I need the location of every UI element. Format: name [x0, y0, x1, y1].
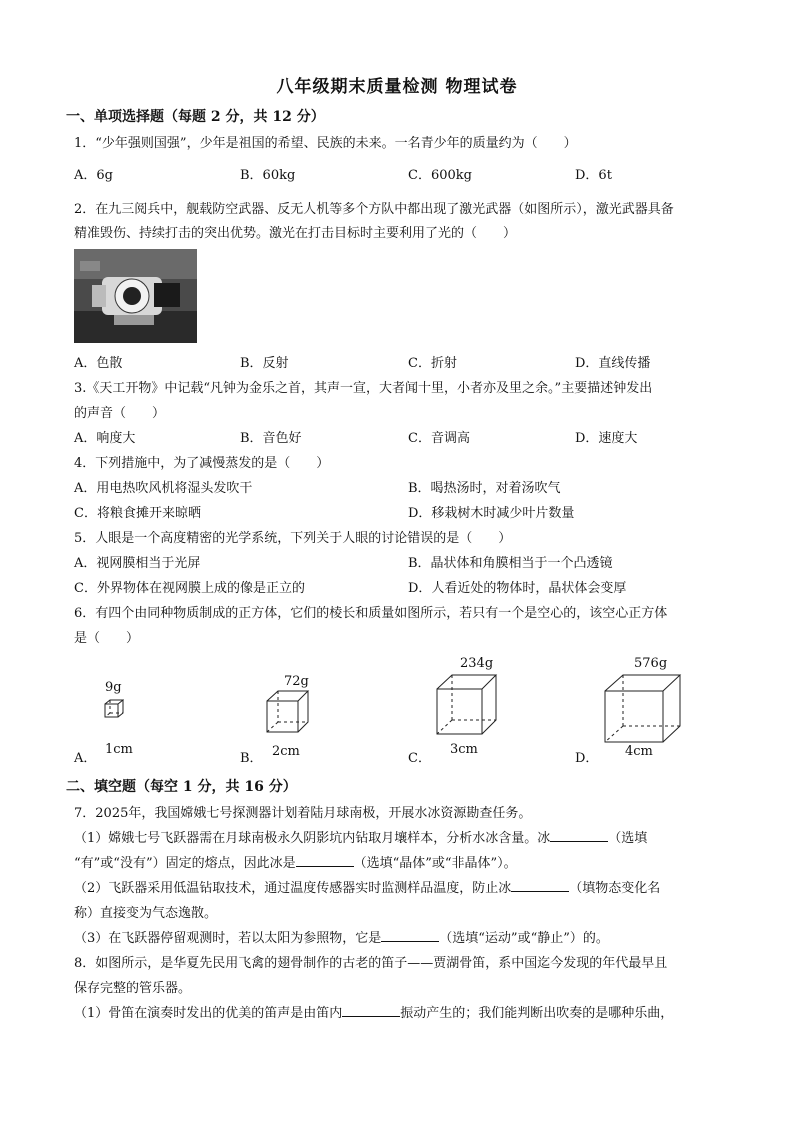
q7-part1-text-a: （1）嫦娥七号飞跃器需在月球南极永久阴影坑内钻取月壤样本，分析水冰含量。冰	[74, 831, 551, 846]
q2-stem-line2: 精准毁伤、持续打击的突出优势。激光在打击目标时主要利用了光的（ ）	[74, 226, 517, 241]
cube-d-figure	[604, 674, 682, 744]
q3-option-d: D．速度大	[575, 431, 638, 446]
cube-b-letter: B．	[240, 751, 263, 766]
q7-stem: 7．2025年，我国嫦娥七号探测器计划着陆月球南极，开展水冰资源勘查任务。	[74, 806, 532, 821]
q7-part2-text-a: （2）飞跃器采用低温钻取技术，通过温度传感器实时监测样品温度，防止冰	[74, 881, 512, 896]
q7-part3-text-a: （3）在飞跃器停留观测时，若以太阳为参照物，它是	[74, 931, 382, 946]
cube-d-mass: 576g	[634, 656, 668, 671]
q2-option-b: B．反射	[240, 356, 289, 371]
q7-part1-text-d: （选填“晶体”或“非晶体”）。	[353, 856, 517, 871]
q1-stem: 1．“少年强则国强”，少年是祖国的希望、民族的未来。一名青少年的质量约为（ ）	[74, 136, 577, 151]
answer-blank[interactable]	[296, 854, 354, 867]
q8-part1-text-b: 振动产生的；我们能判断出吹奏的是哪种乐曲，	[400, 1006, 674, 1021]
q4-option-a: A．用电热吹风机将湿头发吹干	[74, 481, 253, 496]
q7-part1-line2	[74, 852, 517, 871]
q5-option-d: D．人看近处的物体时，晶状体会变厚	[408, 581, 627, 596]
q5-option-c: C．外界物体在视网膜上成的像是正立的	[74, 581, 305, 596]
q3-option-c: C．音调高	[408, 431, 470, 446]
cube-d-edge: 4cm	[625, 744, 653, 759]
q3-stem-line1: 3.《天工开物》中记载“凡钟为金乐之首，其声一宣，大者闻十里，小者亦及里之余。”主要描述钟发出	[74, 381, 653, 396]
answer-blank[interactable]	[511, 879, 569, 892]
q4-option-b: B．喝热汤时，对着汤吹气	[408, 481, 561, 496]
q1-option-c: C．600kg	[408, 168, 472, 183]
answer-blank[interactable]	[342, 1004, 400, 1017]
q8-part1-line1	[74, 1002, 673, 1021]
q7-part2-text-b: （填物态变化名	[569, 881, 661, 896]
q7-part3-line	[74, 927, 609, 946]
q3-option-b: B．音色好	[240, 431, 302, 446]
q1-option-b: B．60kg	[240, 168, 296, 183]
q3-stem-line2: 的声音（ ）	[74, 406, 166, 421]
q2-option-c: C．折射	[408, 356, 457, 371]
q5-option-b: B．晶状体和角膜相当于一个凸透镜	[408, 556, 613, 571]
q7-part1-line1	[74, 827, 647, 846]
q4-option-c: C．将粮食摊开来晾晒	[74, 506, 201, 521]
q8-part1-text-a: （1）骨笛在演奏时发出的优美的笛声是由笛内	[74, 1006, 343, 1021]
section-2-heading: 二、填空题（每空 1 分，共 16 分）	[66, 779, 297, 795]
cube-a-figure	[104, 699, 124, 719]
q7-part1-text-b: （选填	[608, 831, 648, 846]
q8-stem-line1: 8．如图所示，是华夏先民用飞禽的翅骨制作的古老的笛子——贾湖骨笛，系中国迄今发现的年代最早且	[74, 956, 668, 971]
q6-stem-line2: 是（ ）	[74, 631, 140, 646]
q1-option-d: D．6t	[575, 168, 612, 183]
cube-c-mass: 234g	[460, 656, 494, 671]
answer-blank[interactable]	[550, 829, 608, 842]
q7-part1-text-c: “有”或“没有”）固定的熔点，因此冰是	[74, 856, 296, 871]
cube-b-mass: 72g	[284, 674, 309, 689]
section-1-heading: 一、单项选择题（每题 2 分，共 12 分）	[66, 109, 325, 125]
q2-option-d: D．直线传播	[575, 356, 651, 371]
q2-stem-line1: 2．在九三阅兵中，舰载防空武器、反无人机等多个方队中都出现了激光武器（如图所示），激光武器具备	[74, 202, 674, 217]
q1-option-a: A．6g	[74, 168, 113, 183]
q2-option-a: A．色散	[74, 356, 123, 371]
cube-a-letter: A．	[74, 751, 97, 766]
cube-d-letter: D．	[575, 751, 599, 766]
q7-part2-line2: 称）直接变为气态逸散。	[74, 906, 218, 921]
q4-option-d: D．移栽树木时减少叶片数量	[408, 506, 575, 521]
cube-c-edge: 3cm	[450, 742, 478, 757]
q8-stem-line2: 保存完整的管乐器。	[74, 981, 192, 996]
q5-stem: 5．人眼是一个高度精密的光学系统，下列关于人眼的讨论错误的是（ ）	[74, 531, 512, 546]
cube-a-mass: 9g	[105, 680, 122, 695]
cube-a-edge: 1cm	[105, 742, 133, 757]
q6-stem-line1: 6．有四个由同种物质制成的正方体，它们的棱长和质量如图所示，若只有一个是空心的，该空心正方体	[74, 606, 668, 621]
page-title: 八年级期末质量检测 物理试卷	[276, 77, 518, 97]
q7-part3-text-b: （选填“运动”或“静止”）的。	[439, 931, 609, 946]
q4-stem: 4．下列措施中，为了减慢蒸发的是（ ）	[74, 456, 330, 471]
cube-b-edge: 2cm	[272, 744, 300, 759]
cube-c-letter: C．	[408, 751, 431, 766]
answer-blank[interactable]	[381, 929, 439, 942]
cube-c-figure	[436, 674, 498, 736]
q3-option-a: A．响度大	[74, 431, 136, 446]
q5-option-a: A．视网膜相当于光屏	[74, 556, 201, 571]
q7-part2-line1	[74, 877, 660, 896]
laser-weapon-photo	[74, 249, 197, 343]
cube-b-figure	[266, 690, 310, 734]
